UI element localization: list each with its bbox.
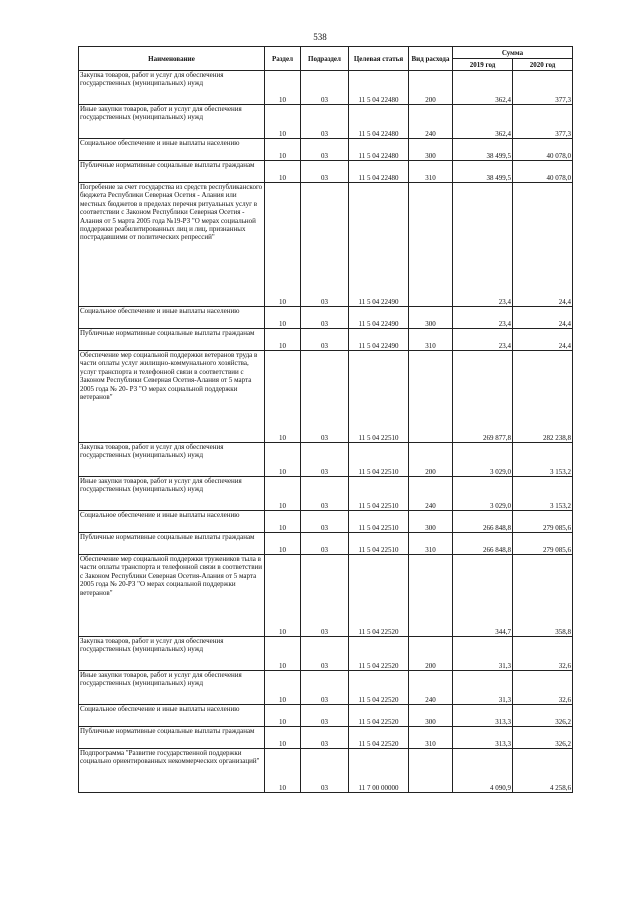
cell-name: Социальное обеспечение и иные выплаты населению <box>79 139 265 161</box>
table-row <box>79 727 573 749</box>
cell-subsection: 03 <box>301 637 349 671</box>
cell-type: 240 <box>409 671 453 705</box>
cell-target: 11 5 04 22520 <box>349 637 409 671</box>
header-type: Вид расхода <box>409 47 453 71</box>
cell-subsection: 03 <box>301 329 349 351</box>
cell-section: 10 <box>265 671 301 705</box>
cell-section: 10 <box>265 105 301 139</box>
cell-section: 10 <box>265 443 301 477</box>
cell-v2020: 3 153,2 <box>513 443 573 477</box>
cell-name: Обеспечение мер социальной поддержки тружеников тыла в части оплаты транспорта и телефонной связи в соответствии с Законом Республики Северная Осетия-Алания от 5 марта 2005 года № 20-РЗ "О мерах социальной поддержки ветеранов" <box>79 555 265 637</box>
header-section: Раздел <box>265 47 301 71</box>
table-row <box>79 351 573 443</box>
cell-name: Социальное обеспечение и иные выплаты населению <box>79 511 265 533</box>
cell-target: 11 5 04 22520 <box>349 671 409 705</box>
table-row <box>79 477 573 511</box>
header-2020: 2020 год <box>513 59 573 71</box>
cell-subsection: 03 <box>301 139 349 161</box>
table-row <box>79 671 573 705</box>
cell-section: 10 <box>265 139 301 161</box>
cell-name: Закупка товаров, работ и услуг для обеспечения государственных (муниципальных) нужд <box>79 637 265 671</box>
cell-target: 11 5 04 22490 <box>349 329 409 351</box>
cell-v2019: 38 499,5 <box>453 161 513 183</box>
cell-target: 11 5 04 22510 <box>349 533 409 555</box>
header-2019: 2019 год <box>453 59 513 71</box>
table-row <box>79 555 573 637</box>
cell-subsection: 03 <box>301 105 349 139</box>
cell-v2019: 266 848,8 <box>453 511 513 533</box>
table-row <box>79 105 573 139</box>
cell-type: 310 <box>409 533 453 555</box>
cell-type: 310 <box>409 329 453 351</box>
cell-v2019: 38 499,5 <box>453 139 513 161</box>
cell-v2020: 40 078,0 <box>513 161 573 183</box>
cell-v2020: 377,3 <box>513 71 573 105</box>
table-row <box>79 533 573 555</box>
table-row <box>79 329 573 351</box>
table-row <box>79 705 573 727</box>
cell-subsection: 03 <box>301 161 349 183</box>
cell-name: Погребение за счет государства из средств республиканского бюджета Республики Северная Осетия - Алания или местных бюджетов в пределах перечня ритуальных услуг в соответствии с Законом Республики Северная Осетия - Алания от 5 марта 2005 года №19-РЗ "О мерах социальной поддержки реабилитированных лиц и лиц, признанных пострадавшими от политических репрессий" <box>79 183 265 307</box>
cell-name: Обеспечение мер социальной поддержки ветеранов труда в части оплаты услуг жилищно-коммунального хозяйства, услуг транспорта и телефонной связи в соответствии с Законом Республики Северная Осетия-Алания от 5 марта 2005 года № 20- РЗ "О мерах социальной поддержки ветеранов" <box>79 351 265 443</box>
cell-v2020: 40 078,0 <box>513 139 573 161</box>
cell-target: 11 5 04 22490 <box>349 183 409 307</box>
cell-section: 10 <box>265 749 301 793</box>
cell-section: 10 <box>265 161 301 183</box>
cell-target: 11 5 04 22510 <box>349 511 409 533</box>
cell-type: 300 <box>409 307 453 329</box>
cell-v2020: 377,3 <box>513 105 573 139</box>
table-row <box>79 637 573 671</box>
cell-type: 200 <box>409 443 453 477</box>
table-body <box>79 71 573 793</box>
cell-v2019: 269 877,8 <box>453 351 513 443</box>
cell-subsection: 03 <box>301 705 349 727</box>
cell-v2019: 23,4 <box>453 329 513 351</box>
cell-section: 10 <box>265 511 301 533</box>
cell-v2019: 344,7 <box>453 555 513 637</box>
table-row <box>79 511 573 533</box>
cell-target: 11 7 00 00000 <box>349 749 409 793</box>
cell-subsection: 03 <box>301 555 349 637</box>
cell-type: 200 <box>409 637 453 671</box>
cell-subsection: 03 <box>301 533 349 555</box>
cell-target: 11 5 04 22480 <box>349 105 409 139</box>
cell-name: Иные закупки товаров, работ и услуг для обеспечения государственных (муниципальных) нужд <box>79 105 265 139</box>
cell-type: 300 <box>409 139 453 161</box>
cell-v2019: 313,3 <box>453 727 513 749</box>
cell-v2020: 4 258,6 <box>513 749 573 793</box>
table-row <box>79 307 573 329</box>
cell-subsection: 03 <box>301 511 349 533</box>
cell-name: Иные закупки товаров, работ и услуг для обеспечения государственных (муниципальных) нужд <box>79 477 265 511</box>
cell-v2019: 313,3 <box>453 705 513 727</box>
cell-subsection: 03 <box>301 671 349 705</box>
cell-name: Социальное обеспечение и иные выплаты населению <box>79 705 265 727</box>
cell-v2020: 24,4 <box>513 329 573 351</box>
cell-section: 10 <box>265 307 301 329</box>
cell-v2020: 326,2 <box>513 705 573 727</box>
cell-type: 200 <box>409 71 453 105</box>
header-sum: Сумма <box>453 47 573 59</box>
cell-v2019: 3 029,0 <box>453 477 513 511</box>
cell-v2020: 326,2 <box>513 727 573 749</box>
cell-type <box>409 351 453 443</box>
cell-v2020: 3 153,2 <box>513 477 573 511</box>
cell-v2020: 24,4 <box>513 183 573 307</box>
table-row <box>79 71 573 105</box>
cell-target: 11 5 04 22490 <box>349 307 409 329</box>
cell-type: 240 <box>409 477 453 511</box>
cell-v2020: 282 238,8 <box>513 351 573 443</box>
cell-v2019: 31,3 <box>453 637 513 671</box>
cell-target: 11 5 04 22480 <box>349 161 409 183</box>
cell-v2019: 3 029,0 <box>453 443 513 477</box>
cell-section: 10 <box>265 533 301 555</box>
cell-type: 300 <box>409 705 453 727</box>
cell-type: 300 <box>409 511 453 533</box>
cell-section: 10 <box>265 637 301 671</box>
cell-type <box>409 555 453 637</box>
cell-target: 11 5 04 22520 <box>349 727 409 749</box>
cell-type: 310 <box>409 161 453 183</box>
cell-subsection: 03 <box>301 727 349 749</box>
header-subsection: Подраздел <box>301 47 349 71</box>
cell-name: Публичные нормативные социальные выплаты гражданам <box>79 329 265 351</box>
cell-section: 10 <box>265 477 301 511</box>
header-target: Целевая статья <box>349 47 409 71</box>
table-row <box>79 183 573 307</box>
table-row <box>79 443 573 477</box>
table-row <box>79 161 573 183</box>
cell-name: Подпрограмма "Развитие государственной поддержки социально ориентированных некоммерческих организаций" <box>79 749 265 793</box>
cell-target: 11 5 04 22510 <box>349 351 409 443</box>
cell-name: Социальное обеспечение и иные выплаты населению <box>79 307 265 329</box>
cell-section: 10 <box>265 555 301 637</box>
cell-target: 11 5 04 22510 <box>349 477 409 511</box>
cell-section: 10 <box>265 71 301 105</box>
cell-v2019: 266 848,8 <box>453 533 513 555</box>
cell-subsection: 03 <box>301 71 349 105</box>
cell-target: 11 5 04 22480 <box>349 139 409 161</box>
cell-section: 10 <box>265 329 301 351</box>
header-name: Наименование <box>79 47 265 71</box>
cell-v2019: 362,4 <box>453 71 513 105</box>
cell-v2020: 358,8 <box>513 555 573 637</box>
cell-name: Публичные нормативные социальные выплаты гражданам <box>79 727 265 749</box>
cell-subsection: 03 <box>301 183 349 307</box>
cell-section: 10 <box>265 183 301 307</box>
cell-type <box>409 749 453 793</box>
budget-table <box>78 46 573 793</box>
cell-subsection: 03 <box>301 307 349 329</box>
cell-type <box>409 183 453 307</box>
cell-target: 11 5 04 22520 <box>349 705 409 727</box>
cell-subsection: 03 <box>301 443 349 477</box>
cell-section: 10 <box>265 351 301 443</box>
cell-v2019: 362,4 <box>453 105 513 139</box>
cell-section: 10 <box>265 727 301 749</box>
cell-name: Публичные нормативные социальные выплаты гражданам <box>79 533 265 555</box>
cell-target: 11 5 04 22510 <box>349 443 409 477</box>
cell-name: Закупка товаров, работ и услуг для обеспечения государственных (муниципальных) нужд <box>79 71 265 105</box>
cell-section: 10 <box>265 705 301 727</box>
cell-subsection: 03 <box>301 749 349 793</box>
cell-target: 11 5 04 22480 <box>349 71 409 105</box>
cell-v2019: 31,3 <box>453 671 513 705</box>
cell-subsection: 03 <box>301 351 349 443</box>
cell-v2020: 279 085,6 <box>513 511 573 533</box>
cell-name: Иные закупки товаров, работ и услуг для обеспечения государственных (муниципальных) нужд <box>79 671 265 705</box>
cell-name: Закупка товаров, работ и услуг для обеспечения государственных (муниципальных) нужд <box>79 443 265 477</box>
cell-type: 240 <box>409 105 453 139</box>
cell-v2019: 4 090,9 <box>453 749 513 793</box>
cell-type: 310 <box>409 727 453 749</box>
cell-v2020: 279 085,6 <box>513 533 573 555</box>
cell-v2019: 23,4 <box>453 307 513 329</box>
cell-name: Публичные нормативные социальные выплаты гражданам <box>79 161 265 183</box>
cell-v2019: 23,4 <box>453 183 513 307</box>
table-row <box>79 139 573 161</box>
page-number: 538 <box>313 32 327 42</box>
cell-v2020: 32,6 <box>513 671 573 705</box>
cell-v2020: 32,6 <box>513 637 573 671</box>
cell-v2020: 24,4 <box>513 307 573 329</box>
cell-target: 11 5 04 22520 <box>349 555 409 637</box>
table-row <box>79 749 573 793</box>
cell-subsection: 03 <box>301 477 349 511</box>
